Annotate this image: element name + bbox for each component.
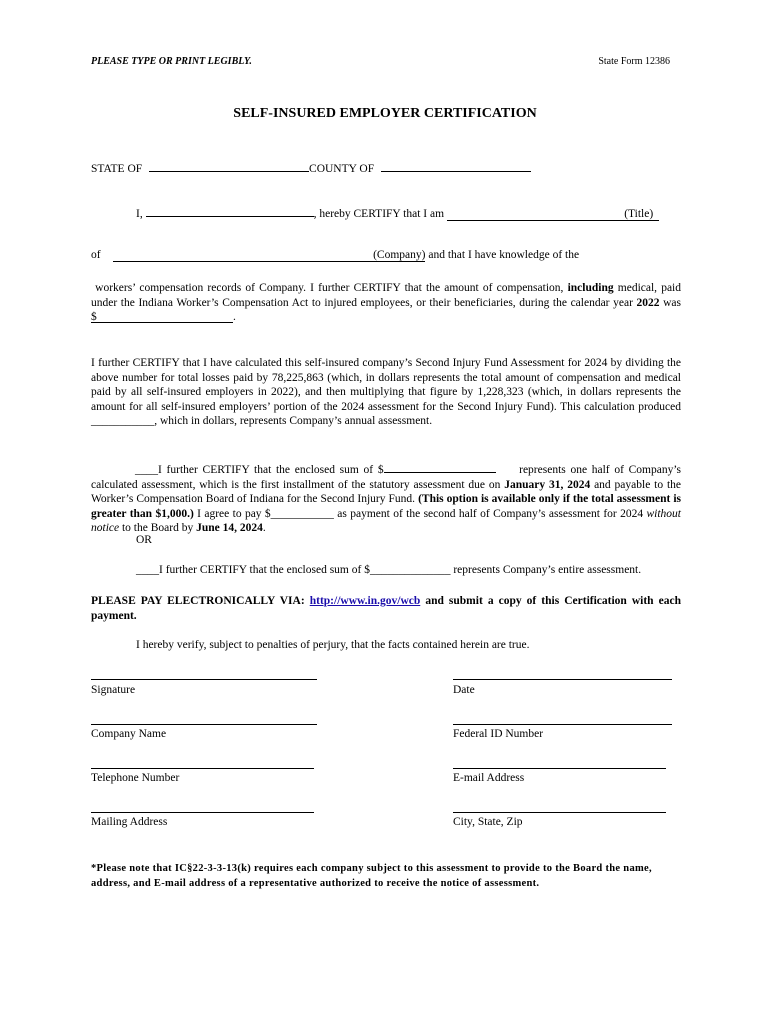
para1-text-3: was xyxy=(663,296,682,309)
option1-condition: (This option is available only if the total assessment is greater than $1,000.) xyxy=(91,493,682,520)
company-row xyxy=(91,249,579,262)
certify-prefix: I, xyxy=(136,208,143,220)
state-county-row xyxy=(91,159,531,175)
para1-year: 2022 xyxy=(636,296,660,309)
mailing-address-line[interactable] xyxy=(91,812,314,813)
email-line[interactable] xyxy=(453,768,666,769)
city-state-zip-line[interactable] xyxy=(453,812,666,813)
calculation-paragraph: I further CERTIFY that I have calculated this self-insured company’s Second Injury Fund Assessment for 2024 by dividing the above number for total losses paid by 78,225,863 (which, in dollars represents the total amount of compensation and medical paid by all self-insured employers in 2022), and then multiplying that figure by 1,228,323 (which, in dollars represents the amount for all self-insured employers’ portion of the 2024 assessment for the Second Injury Fund). This calculation produced ___________, which in dollars, represents Company’s annual assessment. xyxy=(91,357,681,428)
signature-line[interactable] xyxy=(91,679,317,680)
pay-label: PLEASE PAY ELECTRONICALLY VIA: xyxy=(91,595,305,607)
option1-text-4: I agree to pay $___________ as payment of the second half of Company’s assessment for 2024 xyxy=(197,507,644,520)
telephone-label: Telephone Number xyxy=(91,772,180,784)
option1-end: . xyxy=(262,522,266,535)
page-title: SELF-INSURED EMPLOYER CERTIFICATION xyxy=(233,106,537,121)
signature-label: Signature xyxy=(91,684,136,696)
option1-text-2: represents one half of Company’s calculated assessment, which is the first installment of the statutory assessment due on xyxy=(91,464,682,491)
verify-statement: I hereby verify, subject to penalties of perjury, that the facts contained herein are true. xyxy=(136,639,530,651)
of-label: of xyxy=(91,249,101,261)
federal-id-label: Federal ID Number xyxy=(453,728,544,740)
option1-italic: without notice xyxy=(91,507,681,535)
wcb-link[interactable]: http://www.in.gov/wcb xyxy=(309,595,421,607)
pay-rest: and submit a copy of this Certification with each payment. xyxy=(91,595,681,622)
city-state-zip-label: City, State, Zip xyxy=(453,816,523,828)
option1-check-blank[interactable]: ____ xyxy=(135,464,158,476)
dollar-sign: $ xyxy=(91,311,97,324)
para1-text-2: medical, paid under the Indiana Worker’s Compensation Act to injured employees, or their beneficiaries, during the calendar year xyxy=(91,282,682,309)
option1-text-3: and payable to the Worker’s Compensation Board of Indiana for the Second Injury Fund. xyxy=(91,478,681,506)
certify-row xyxy=(136,204,659,221)
compensation-amount-field[interactable] xyxy=(91,310,233,323)
company-suffix: and that I have knowledge of the xyxy=(428,249,580,261)
date-line[interactable] xyxy=(453,679,672,680)
type-print-instruction: PLEASE TYPE OR PRINT LEGIBLY. xyxy=(91,56,252,67)
name-field[interactable] xyxy=(146,204,314,217)
para1-text-1: workers’ compensation records of Company. I further CERTIFY that the amount of compensation, xyxy=(95,282,564,294)
company-field[interactable] xyxy=(113,249,425,262)
or-label: OR xyxy=(136,534,152,546)
half-sum-field[interactable] xyxy=(384,460,496,473)
option1-text-1: I further CERTIFY that the enclosed sum of $ xyxy=(158,464,384,476)
telephone-line[interactable] xyxy=(91,768,314,769)
county-field[interactable] xyxy=(381,159,531,172)
pay-electronically-paragraph xyxy=(91,594,681,623)
date-label: Date xyxy=(453,684,475,696)
option1-text-5: to the Board by xyxy=(121,522,194,535)
company-label: (Company) xyxy=(373,249,426,261)
company-name-label: Company Name xyxy=(91,728,167,740)
certify-middle: , hereby CERTIFY that I am xyxy=(313,208,445,220)
option-half-paragraph xyxy=(91,460,681,536)
company-name-line[interactable] xyxy=(91,724,317,725)
email-label: E-mail Address xyxy=(453,772,525,784)
title-field[interactable] xyxy=(447,208,659,221)
option1-date1: January 31, 2024 xyxy=(504,478,591,491)
state-field[interactable] xyxy=(149,159,309,172)
federal-id-line[interactable] xyxy=(453,724,672,725)
option1-date2: June 14, 2024 xyxy=(196,522,263,535)
state-label: STATE OF xyxy=(91,163,143,175)
option-entire-row: ____I further CERTIFY that the enclosed sum of $______________ represents Company’s entire assessment. xyxy=(136,564,642,576)
compensation-paragraph: workers’ compensation records of Company. I further CERTIFY that the amount of compensation, including medical, paid under the Indiana Worker’s Compensation Act to injured employees, or their beneficiaries, during the calendar year 2022 was $ . xyxy=(91,282,682,324)
county-label: COUNTY OF xyxy=(309,163,375,175)
mailing-address-label: Mailing Address xyxy=(91,816,168,828)
assessment-note: *Please note that IC§22-3-3-13(k) requires each company subject to this assessment to provide to the Board the name, address, and E-mail address of a representative authorized to receive the notice of assessment. xyxy=(91,863,652,889)
form-number: State Form 12386 xyxy=(598,56,670,67)
title-label: (Title) xyxy=(624,208,654,220)
para1-bold: including xyxy=(567,282,614,294)
